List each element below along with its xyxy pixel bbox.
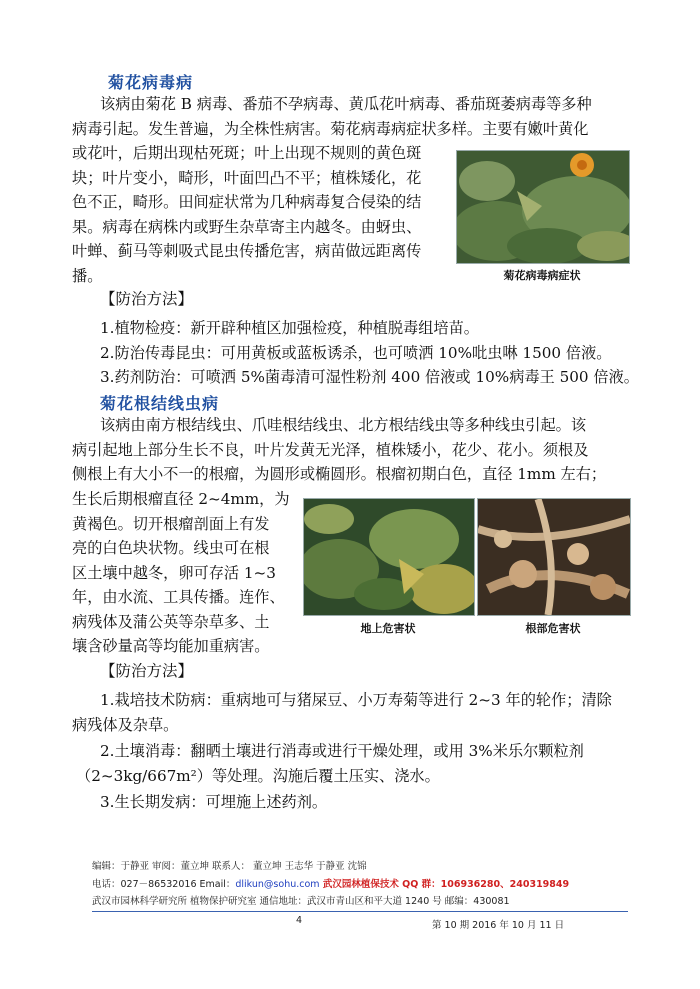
virus-text-line: 叶蝉、蓟马等刺吸式昆虫传播危害，病苗做远距离传 [72, 242, 422, 260]
nematode-control-item: 2.土壤消毒：翻晒土壤进行消毒或进行干燥处理，或用 3%米乐尔颗粒剂 [100, 742, 584, 760]
virus-figure-caption: 菊花病毒病症状 [503, 269, 581, 282]
nematode-wrap-text [72, 487, 302, 659]
footer-editors: 编辑：于静亚 审阅：董立坤 联系人： 董立坤 王志华 于静亚 沈锦 [92, 861, 367, 872]
nematode-text-line: 壤含砂量高等均能加重病害。 [72, 637, 270, 655]
footer-email-link[interactable]: dlikun@sohu.com [235, 879, 320, 890]
root-damage-photo [477, 498, 631, 616]
nematode-text-line: 年，由水流、工具传播。连作、 [72, 588, 285, 606]
nematode-intro-line: 病引起地上部分生长不良，叶片发黄无光泽，植株矮小，花少、花小。须根及 [72, 440, 589, 459]
virus-text-line: 果。病毒在病株内或野生杂草寄主内越冬。由蚜虫、 [72, 217, 422, 236]
virus-controls [100, 316, 660, 390]
nematode-intro-line: 侧根上有大小不一的根瘤，为圆形或椭圆形。根瘤初期白色，直径 1mm 左右； [72, 465, 607, 483]
virus-text-line: 块；叶片变小，畸形，叶面凹凸不平；植株矮化，花 [72, 168, 422, 187]
above-ground-damage-photo [303, 498, 475, 616]
root-damage-caption: 根部危害状 [525, 622, 581, 635]
nematode-text-line: 区土壤中越冬，卵可存活 1~3 [72, 563, 276, 582]
root-galls-illustration [478, 499, 630, 615]
nematode-text-line: 亮的白色块状物。线虫可在根 [72, 539, 270, 557]
virus-control-heading: 【防治方法】 [100, 290, 194, 308]
leaf-photo-illustration [457, 151, 629, 263]
virus-intro-line: 该病由菊花 B 病毒、番茄不孕病毒、黄瓜花叶病毒、番茄斑萎病毒等多种 [100, 95, 592, 113]
virus-symptom-photo [456, 150, 630, 264]
nematode-text-line: 病残体及蒲公英等杂草多、土 [72, 612, 270, 631]
nematode-control-item: 病残体及杂草。 [72, 715, 179, 734]
footer-contact [92, 876, 569, 890]
virus-intro-line: 病毒引起。发生普遍，为全株性病害。菊花病毒病症状多样。主要有嫩叶黄化 [72, 119, 589, 138]
nematode-control-item: （2~3kg/667m²）等处理。沟施后覆土压实、浇水。 [76, 766, 440, 785]
nematode-controls [72, 688, 644, 815]
section-title-nematode: 菊花根结线虫病 [100, 394, 220, 413]
virus-intro [72, 92, 644, 141]
virus-control-item: 2.防治传毒昆虫：可用黄板或蓝板诱杀，也可喷洒 10%吡虫啉 1500 倍液。 [100, 343, 612, 362]
virus-text-line: 或花叶，后期出现枯死斑；叶上出现不规则的黄色斑 [72, 144, 422, 162]
virus-text-line: 播。 [72, 266, 103, 285]
leaf-damage-illustration [304, 499, 474, 615]
page-number: 4 [296, 915, 303, 926]
footer-phone: 电话：027－86532016 Email： [92, 879, 236, 890]
virus-text-line: 色不正，畸形。田间症状常为几种病毒复合侵染的结 [72, 193, 422, 211]
virus-control-item: 1.植物检疫：新开辟种植区加强检疫，种植脱毒组培苗。 [100, 319, 479, 337]
issue-date: 第 10 期 2016 年 10 月 11 日 [432, 920, 565, 931]
nematode-control-item: 1.栽培技术防病：重病地可与猪屎豆、小万寿菊等进行 2~3 年的轮作；清除 [100, 691, 612, 709]
virus-control-item: 3.药剂防治：可喷洒 5%菌毒清可湿性粉剂 400 倍液或 10%病毒王 500 倍液。 [100, 368, 639, 386]
footer-qq-group: 武汉园林植保技术 QQ 群：106936280、240319849 [319, 879, 570, 890]
footer-address: 武汉市园林科学研究所 植物保护研究室 通信地址：武汉市青山区和平大道 1240 号 邮编：430081 [92, 896, 510, 907]
nematode-intro [72, 413, 644, 487]
footer-rule [92, 911, 628, 912]
nematode-text-line: 黄褐色。切开根瘤剖面上有发 [72, 514, 270, 533]
virus-wrap-text [72, 141, 452, 288]
nematode-control-item: 3.生长期发病：可埋施上述药剂。 [100, 793, 328, 811]
above-ground-caption: 地上危害状 [360, 622, 416, 635]
nematode-intro-line: 该病由南方根结线虫、爪哇根结线虫、北方根结线虫等多种线虫引起。该 [100, 416, 586, 434]
nematode-text-line: 生长后期根瘤直径 2~4mm，为 [72, 490, 290, 508]
nematode-control-heading: 【防治方法】 [100, 662, 194, 680]
section-title-virus: 菊花病毒病 [108, 73, 194, 92]
